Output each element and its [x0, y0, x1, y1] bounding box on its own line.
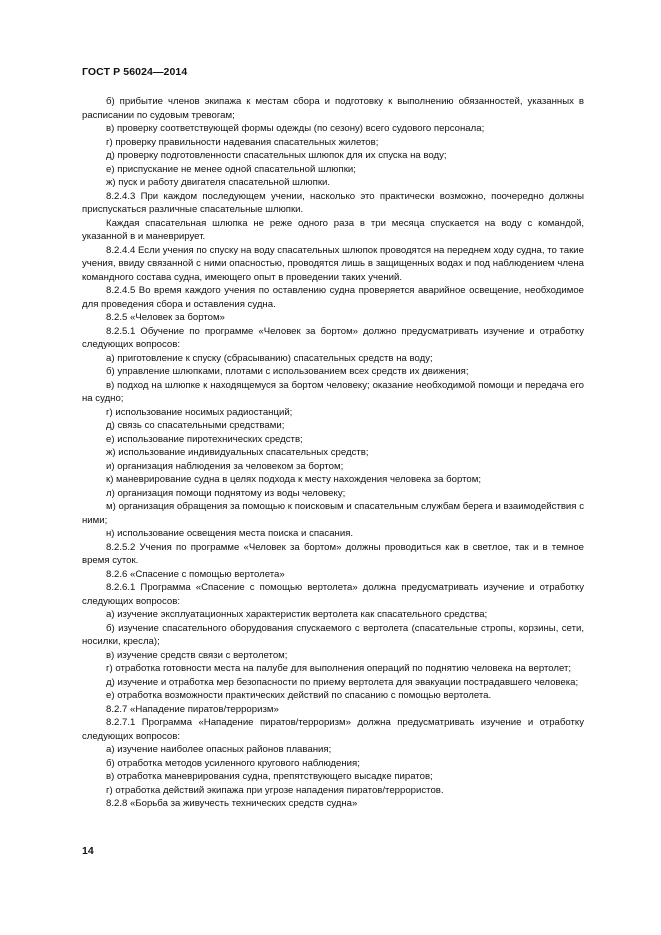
list-item: а) изучение эксплуатационных характеристик вертолета как спасательного средства; — [106, 609, 488, 620]
paragraph: 8.2.4.5 Во время каждого учения по оставлению судна проверяется аварийное освещение, необходимое для проведения сбора и оставления судна. — [82, 285, 584, 310]
list-item: б) изучение спасательного оборудования спускаемого с вертолета (спасательные стропы, корзины, сети, носилки, кресла); — [82, 622, 584, 647]
paragraph: д) проверку подготовленности спасательных шлюпок для их спуска на воду; — [106, 150, 447, 161]
document-body — [82, 95, 584, 811]
list-item: л) организация помощи поднятому из воды человеку; — [106, 487, 346, 499]
list-item: г) использование носимых радиостанций; — [106, 406, 293, 418]
paragraph: 8.2.7.1 Программа «Нападение пиратов/терроризм» должна предусматривать изучение и отработку следующих вопросов: — [82, 717, 584, 742]
section-heading: 8.2.6 «Спасение с помощью вертолета» — [106, 568, 285, 580]
list-item: в) подход на шлюпке к находящемуся за бортом человеку; оказание необходимой помощи и передача его на судно; — [82, 379, 584, 404]
paragraph: ж) пуск и работу двигателя спасательной шлюпки. — [106, 177, 331, 188]
list-item: а) приготовление к спуску (сбрасыванию) спасательных средств на воду; — [106, 352, 433, 364]
list-item: д) изучение и отработка мер безопасности по приему вертолета для эвакуации пострадавшего человека; — [106, 676, 579, 688]
list-item: в) изучение средств связи с вертолетом; — [106, 649, 288, 661]
paragraph: е) приспускание не менее одной спасательной шлюпки; — [106, 163, 356, 175]
list-item: а) изучение наиболее опасных районов плавания; — [106, 744, 332, 755]
list-item: б) управление шлюпками, плотами с использованием всех средств их движения; — [106, 366, 469, 377]
list-item: н) использование освещения места поиска и спасания. — [106, 528, 354, 539]
list-item: е) отработка возможности практических действий по спасанию с помощью вертолета. — [106, 690, 492, 701]
paragraph: Каждая спасательная шлюпка не реже одного раза в три месяца спускается на воду с командой, указанной в и маневрирует. — [82, 217, 584, 242]
list-item: г) отработка действий экипажа при угрозе нападения пиратов/террористов. — [106, 784, 444, 796]
list-item: д) связь со спасательными средствами; — [106, 420, 285, 431]
list-item: б) отработка методов усиленного кругового наблюдения; — [106, 757, 360, 769]
list-item: г) отработка готовности места на палубе для выполнения операций по поднятию человека на вертолет; — [106, 663, 572, 674]
paragraph: 8.2.6.1 Программа «Спасение с помощью вертолета» должна предусматривать изучение и отработку следующих вопросов: — [82, 582, 584, 607]
section-heading: 8.2.8 «Борьба за живучесть технических средств судна» — [106, 798, 358, 809]
list-item: в) отработка маневрирования судна, препятствующего высадке пиратов; — [106, 771, 433, 782]
paragraph: 8.2.4.3 При каждом последующем учении, насколько это практически возможно, поочередно должны приспускаться различные спасательные шлюпки. — [82, 190, 584, 215]
section-heading: 8.2.5 «Человек за бортом» — [106, 312, 225, 323]
list-item: и) организация наблюдения за человеком за бортом; — [106, 460, 344, 472]
paragraph: 8.2.4.4 Если учения по спуску на воду спасательных шлюпок проводятся на переднем ходу судна, то такие учения, ввиду связанной с ними опасностью, проводятся лишь в защищенных водах и под наблюдением члена командного состава судна, имеющего опыт в проведении таких учений. — [82, 244, 584, 283]
paragraph: 8.2.5.2 Учения по программе «Человек за бортом» должны проводиться как в светлое, так и в темное время суток. — [82, 541, 584, 566]
paragraph: 8.2.5.1 Обучение по программе «Человек за бортом» должно предусматривать изучение и отработку следующих вопросов: — [82, 325, 584, 350]
section-heading: 8.2.7 «Нападение пиратов/терроризм» — [106, 703, 279, 715]
paragraph: г) проверку правильности надевания спасательных жилетов; — [106, 136, 379, 148]
list-item: е) использование пиротехнических средств; — [106, 433, 303, 445]
paragraph: б) прибытие членов экипажа к местам сбора и подготовку к выполнению обязанностей, указанных в расписании по судовым тревогам; — [82, 96, 584, 121]
document-header: ГОСТ Р 56024—2014 — [82, 66, 188, 78]
list-item: к) маневрирование судна в целях подхода к месту нахождения человека за бортом; — [106, 474, 481, 485]
list-item: ж) использование индивидуальных спасательных средств; — [106, 447, 369, 458]
page-number: 14 — [82, 845, 94, 857]
list-item: м) организация обращения за помощью к поисковым и спасательным службам берега и взаимодействия с ними; — [82, 501, 584, 526]
paragraph: в) проверку соответствующей формы одежды (по сезону) всего судового персонала; — [106, 123, 485, 134]
